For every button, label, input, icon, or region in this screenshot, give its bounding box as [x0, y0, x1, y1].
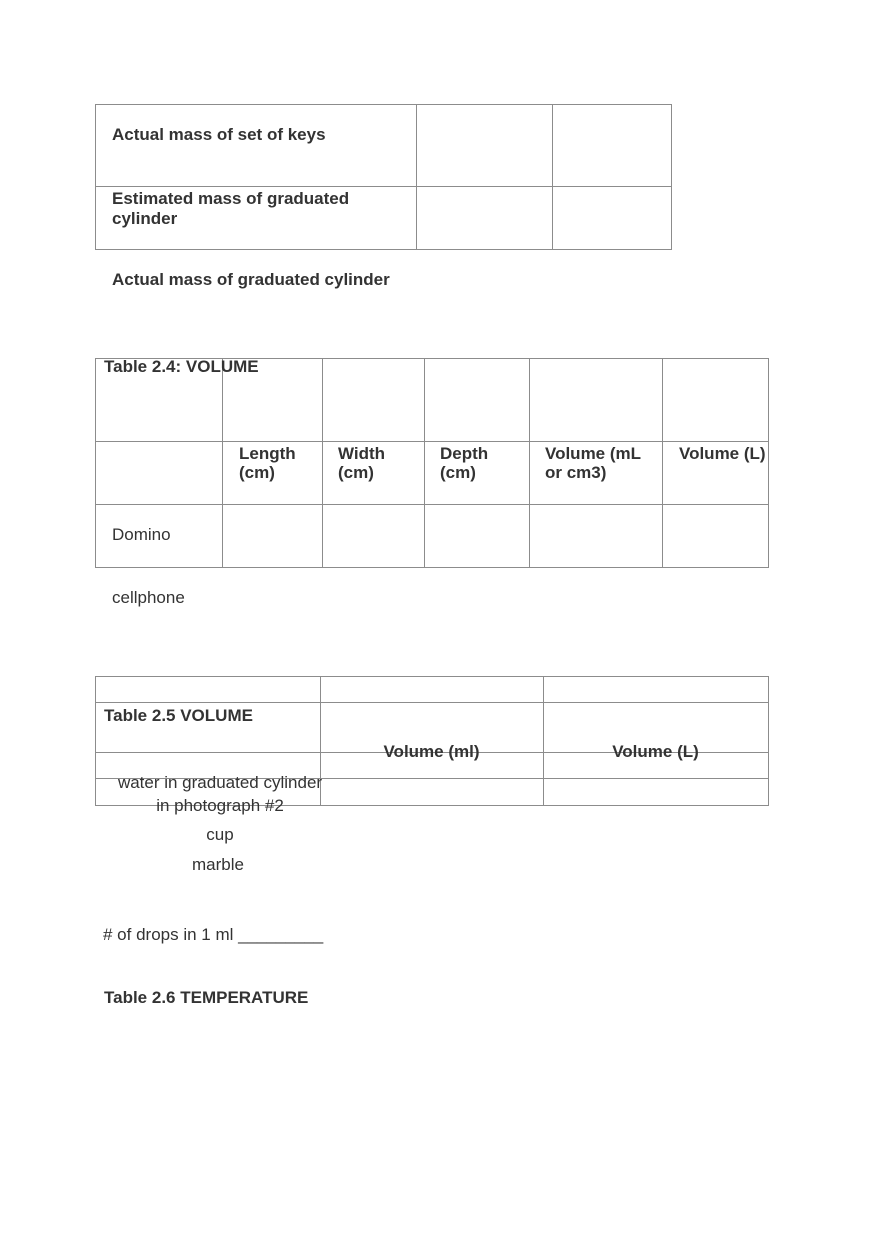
column-header-volume-l: Volume (L)	[612, 742, 699, 761]
table-border	[95, 186, 672, 187]
row-label-cylinder-actual: Actual mass of graduated cylinder	[112, 270, 390, 289]
table-border	[95, 249, 672, 250]
table-border	[95, 567, 769, 568]
column-header-width-unit: (cm)	[338, 463, 374, 482]
row-label-cup: cup	[206, 825, 234, 844]
column-header-length-unit: (cm)	[239, 463, 275, 482]
row-label-water-cylinder: water in graduated cylinder	[117, 773, 323, 792]
row-label-marble: marble	[192, 855, 244, 874]
table-border	[95, 504, 769, 505]
column-header-depth: Depth	[440, 444, 489, 463]
table-border	[95, 676, 769, 677]
drops-per-ml-line: # of drops in 1 ml _________	[103, 925, 324, 944]
table-border	[662, 358, 663, 568]
table-border	[222, 358, 223, 568]
table-border	[552, 104, 553, 250]
column-header-width: Width	[338, 444, 386, 463]
column-header-volume-l: Volume (L)	[679, 444, 766, 463]
table-border	[768, 676, 769, 806]
table-border	[322, 358, 323, 568]
table-title: Table 2.5 VOLUME	[104, 706, 253, 725]
table-title: Table 2.4: VOLUME	[104, 357, 259, 376]
column-header-volume-ml-unit: or cm3)	[545, 463, 607, 482]
row-label-keys: Actual mass of set of keys	[112, 125, 326, 144]
table-border	[95, 104, 96, 250]
table-border	[529, 358, 530, 568]
table-border	[416, 104, 417, 250]
table-border	[543, 676, 544, 806]
table-border	[424, 358, 425, 568]
table-border	[95, 358, 96, 568]
table-border	[768, 358, 769, 568]
table-border	[671, 104, 672, 250]
row-label-cylinder-estimate: Estimated mass of graduated	[112, 189, 350, 208]
column-header-depth-unit: (cm)	[440, 463, 476, 482]
row-label-domino: Domino	[112, 525, 171, 544]
table-border	[95, 104, 672, 105]
table-border	[95, 441, 769, 442]
table-border	[95, 702, 769, 703]
row-label-water-cylinder-line2: in photograph #2	[156, 796, 284, 815]
table-title-temperature: Table 2.6 TEMPERATURE	[104, 988, 309, 1007]
row-label-cylinder-estimate-line2: cylinder	[112, 209, 178, 228]
column-header-volume-ml: Volume (mL	[545, 444, 642, 463]
table-border	[95, 676, 96, 806]
row-label-cellphone: cellphone	[112, 588, 185, 607]
column-header-length: Length	[239, 444, 296, 463]
column-header-volume-ml: Volume (ml)	[383, 742, 480, 761]
